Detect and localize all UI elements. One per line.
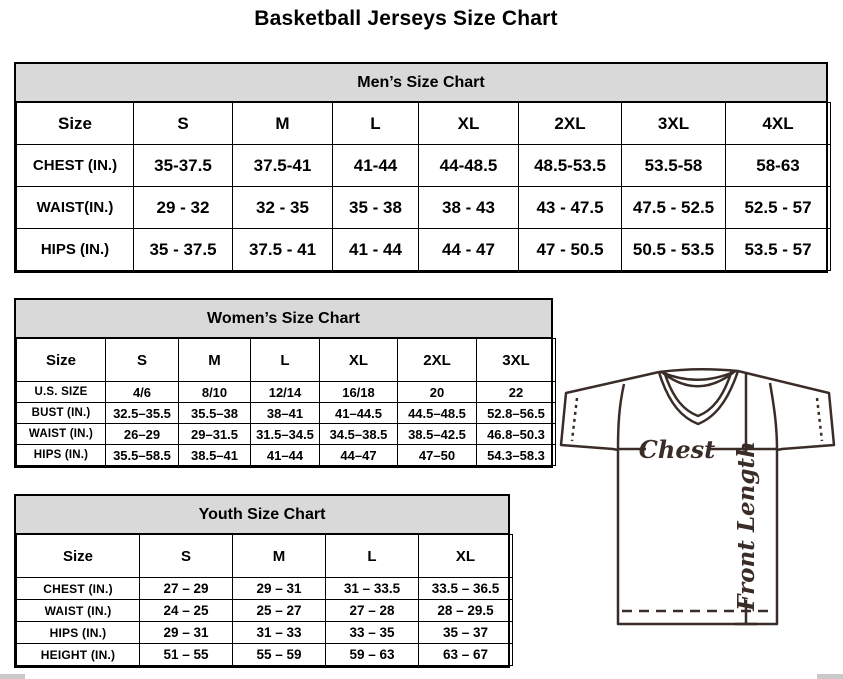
size-value-cell: 33.5 – 36.5 [419, 578, 513, 600]
youth-size-chart-section [14, 494, 510, 668]
left-armhole-seam [618, 384, 624, 449]
horizontal-scrollbar-right-button[interactable] [817, 674, 843, 679]
collar-top-edge [659, 369, 738, 372]
size-value-cell: 29 – 31 [233, 578, 326, 600]
table-data-row [17, 229, 831, 271]
column-header-cell: 3XL [622, 103, 726, 145]
row-label-cell: WAIST (IN.) [17, 600, 140, 622]
table-data-row [17, 622, 513, 644]
size-value-cell: 27 – 29 [140, 578, 233, 600]
row-label-cell: HIPS (IN.) [17, 445, 106, 466]
size-value-cell: 48.5-53.5 [519, 145, 622, 187]
size-value-cell: 35-37.5 [134, 145, 233, 187]
column-header-cell: M [233, 103, 333, 145]
table-data-row [17, 382, 556, 403]
size-value-cell: 41-44 [333, 145, 419, 187]
size-value-cell: 63 – 67 [419, 644, 513, 666]
size-value-cell: 38 - 43 [419, 187, 519, 229]
size-value-cell: 32.5–35.5 [106, 403, 179, 424]
size-value-cell: 25 – 27 [233, 600, 326, 622]
row-label-cell: WAIST(IN.) [17, 187, 134, 229]
left-cuff-dashed-line [572, 398, 577, 441]
size-value-cell: 31 – 33.5 [326, 578, 419, 600]
table-header-row [17, 103, 831, 145]
page-title: Basketball Jerseys Size Chart [254, 7, 558, 30]
table-data-row [17, 424, 556, 445]
size-value-cell: 33 – 35 [326, 622, 419, 644]
column-header-cell: L [333, 103, 419, 145]
size-value-cell: 41 - 44 [333, 229, 419, 271]
size-value-cell: 38.5–41 [179, 445, 251, 466]
size-value-cell: 35 - 38 [333, 187, 419, 229]
size-value-cell: 8/10 [179, 382, 251, 403]
row-label-cell: HIPS (IN.) [17, 229, 134, 271]
table-data-row [17, 145, 831, 187]
size-value-cell: 38–41 [251, 403, 320, 424]
size-value-cell: 52.8–56.5 [477, 403, 556, 424]
column-header-cell: L [251, 339, 320, 382]
size-value-cell: 31.5–34.5 [251, 424, 320, 445]
womens-size-chart-section [14, 298, 553, 468]
table-data-row [17, 403, 556, 424]
column-header-cell: S [106, 339, 179, 382]
size-value-cell: 12/14 [251, 382, 320, 403]
size-value-cell: 24 – 25 [140, 600, 233, 622]
youth-size-table [16, 534, 513, 666]
size-value-cell: 58-63 [726, 145, 831, 187]
table-data-row [17, 578, 513, 600]
size-corner-header-cell: Size [17, 339, 106, 382]
front-length-label: Front Length [733, 441, 760, 611]
column-header-cell: S [140, 535, 233, 578]
column-header-cell: XL [419, 103, 519, 145]
size-value-cell: 29 – 31 [140, 622, 233, 644]
column-header-cell: M [179, 339, 251, 382]
size-value-cell: 47.5 - 52.5 [622, 187, 726, 229]
size-value-cell: 35.5–38 [179, 403, 251, 424]
size-value-cell: 4/6 [106, 382, 179, 403]
size-value-cell: 43 - 47.5 [519, 187, 622, 229]
right-armhole-seam [770, 383, 777, 449]
size-value-cell: 32 - 35 [233, 187, 333, 229]
size-value-cell: 59 – 63 [326, 644, 419, 666]
size-value-cell: 46.8–50.3 [477, 424, 556, 445]
size-value-cell: 52.5 - 57 [726, 187, 831, 229]
table-data-row [17, 187, 831, 229]
column-header-cell: 2XL [398, 339, 477, 382]
size-value-cell: 41–44 [251, 445, 320, 466]
jersey-outline [561, 371, 834, 624]
size-value-cell: 47 - 50.5 [519, 229, 622, 271]
column-header-cell: S [134, 103, 233, 145]
size-value-cell: 38.5–42.5 [398, 424, 477, 445]
right-cuff-dashed-line [817, 398, 822, 441]
size-value-cell: 44–47 [320, 445, 398, 466]
row-label-cell: WAIST (IN.) [17, 424, 106, 445]
size-value-cell: 34.5–38.5 [320, 424, 398, 445]
size-value-cell: 35 – 37 [419, 622, 513, 644]
size-value-cell: 50.5 - 53.5 [622, 229, 726, 271]
row-label-cell: CHEST (IN.) [17, 145, 134, 187]
size-value-cell: 54.3–58.3 [477, 445, 556, 466]
womens-size-chart-title: Women’s Size Chart [16, 300, 551, 338]
size-value-cell: 31 – 33 [233, 622, 326, 644]
column-header-cell: L [326, 535, 419, 578]
chest-label: Chest [638, 435, 716, 464]
row-label-cell: BUST (IN.) [17, 403, 106, 424]
womens-size-table [16, 338, 556, 466]
size-value-cell: 37.5 - 41 [233, 229, 333, 271]
column-header-cell: 4XL [726, 103, 831, 145]
size-value-cell: 35 - 37.5 [134, 229, 233, 271]
table-data-row [17, 600, 513, 622]
size-value-cell: 44-48.5 [419, 145, 519, 187]
row-label-cell: HIPS (IN.) [17, 622, 140, 644]
size-value-cell: 53.5 - 57 [726, 229, 831, 271]
size-value-cell: 28 – 29.5 [419, 600, 513, 622]
column-header-cell: 2XL [519, 103, 622, 145]
size-corner-header-cell: Size [17, 103, 134, 145]
size-value-cell: 41–44.5 [320, 403, 398, 424]
size-value-cell: 47–50 [398, 445, 477, 466]
size-value-cell: 44 - 47 [419, 229, 519, 271]
size-value-cell: 44.5–48.5 [398, 403, 477, 424]
size-value-cell: 27 – 28 [326, 600, 419, 622]
mens-size-table [16, 102, 831, 271]
size-value-cell: 29 - 32 [134, 187, 233, 229]
table-data-row [17, 445, 556, 466]
size-value-cell: 29–31.5 [179, 424, 251, 445]
column-header-cell: M [233, 535, 326, 578]
table-header-row [17, 535, 513, 578]
row-label-cell: HEIGHT (IN.) [17, 644, 140, 666]
size-value-cell: 53.5-58 [622, 145, 726, 187]
table-header-row [17, 339, 556, 382]
size-value-cell: 22 [477, 382, 556, 403]
column-header-cell: XL [320, 339, 398, 382]
mens-size-chart-section [14, 62, 828, 273]
youth-size-chart-title: Youth Size Chart [16, 496, 508, 534]
jersey-measurement-diagram [556, 360, 838, 660]
mens-size-chart-title: Men’s Size Chart [16, 64, 826, 102]
row-label-cell: CHEST (IN.) [17, 578, 140, 600]
size-value-cell: 37.5-41 [233, 145, 333, 187]
row-label-cell: U.S. SIZE [17, 382, 106, 403]
horizontal-scrollbar-left-button[interactable] [0, 674, 25, 679]
table-data-row [17, 644, 513, 666]
size-value-cell: 51 – 55 [140, 644, 233, 666]
column-header-cell: XL [419, 535, 513, 578]
size-value-cell: 26–29 [106, 424, 179, 445]
size-value-cell: 16/18 [320, 382, 398, 403]
size-value-cell: 35.5–58.5 [106, 445, 179, 466]
size-corner-header-cell: Size [17, 535, 140, 578]
column-header-cell: 3XL [477, 339, 556, 382]
size-value-cell: 55 – 59 [233, 644, 326, 666]
size-value-cell: 20 [398, 382, 477, 403]
